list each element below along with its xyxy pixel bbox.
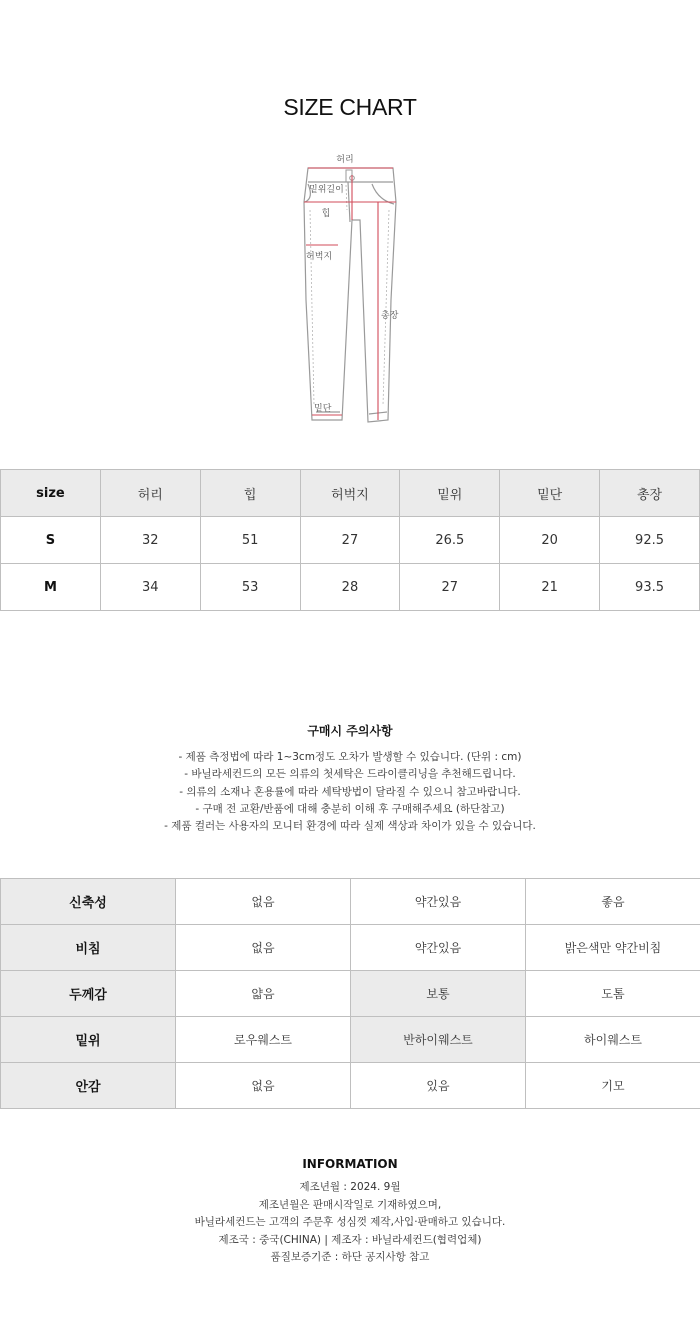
pants-illustration: [290, 150, 410, 430]
label-waist: 허리: [336, 155, 354, 165]
info-line: 품질보증기준 : 하단 공지사항 참고: [270, 1251, 430, 1263]
property-option: 도톰: [526, 971, 700, 1017]
value-cell: 34: [100, 564, 200, 611]
property-option: 반하이웨스트: [351, 1017, 526, 1063]
property-option: 기모: [526, 1063, 700, 1109]
info-line: 제조년월은 판매시작일로 기재하였으며,: [258, 1198, 442, 1211]
property-row: [1, 971, 700, 1017]
label-rise: 밑위길이: [309, 185, 344, 195]
property-row: [1, 879, 700, 925]
property-option: 로우웨스트: [176, 1017, 351, 1063]
header-cell: 허벅지: [300, 470, 400, 517]
product-information: [0, 1157, 700, 1267]
value-cell: 51: [200, 517, 300, 564]
notice-line: - 의류의 소재나 혼용률에 따라 세탁방법이 달라질 수 있으니 참고바랍니다.: [179, 785, 521, 798]
header-cell: 밑위: [400, 470, 500, 517]
info-line: 제조국 : 중국(CHINA) | 제조자 : 바닐라세컨드(협력업체): [218, 1233, 482, 1246]
notice-title: 구매시 주의사항: [307, 724, 393, 738]
property-label: 밑위: [1, 1017, 176, 1063]
size-cell: M: [1, 564, 101, 611]
value-cell: 27: [400, 564, 500, 611]
table-row: [1, 564, 700, 611]
property-label: 안감: [1, 1063, 176, 1109]
value-cell: 21: [500, 564, 600, 611]
property-option: 약간있음: [351, 925, 526, 971]
property-option: 얇음: [176, 971, 351, 1017]
property-label: 비침: [1, 925, 176, 971]
size-cell: S: [1, 517, 101, 564]
property-option: 없음: [176, 925, 351, 971]
value-cell: 93.5: [600, 564, 700, 611]
property-option: 약간있음: [351, 879, 526, 925]
page-title: SIZE CHART: [283, 94, 417, 120]
value-cell: 27: [300, 517, 400, 564]
notice-line: - 제품 측정법에 따라 1~3cm정도 오차가 발생할 수 있습니다. (단위 : cm): [178, 751, 522, 763]
purchase-notice: [0, 722, 700, 835]
measurement-lines: [304, 168, 396, 420]
label-hip: 힙: [321, 209, 331, 219]
notice-line: - 바닐라세컨드의 모든 의류의 첫세탁은 드라이클리닝을 추천해드립니다.: [184, 768, 516, 781]
property-label: 두께감: [1, 971, 176, 1017]
header-cell: size: [1, 470, 101, 517]
property-option: 밝은색만 약간비침: [526, 925, 700, 971]
header-cell: 허리: [100, 470, 200, 517]
property-label: 신축성: [1, 879, 176, 925]
property-row: [1, 1017, 700, 1063]
value-cell: 53: [200, 564, 300, 611]
label-length: 총장: [381, 311, 399, 321]
size-table-header: [1, 470, 700, 517]
property-option: 좋음: [526, 879, 700, 925]
value-cell: 20: [500, 517, 600, 564]
value-cell: 28: [300, 564, 400, 611]
size-table: [0, 469, 700, 611]
property-option: 있음: [351, 1063, 526, 1109]
info-line: 제조년월 : 2024. 9월: [299, 1181, 401, 1193]
value-cell: 32: [100, 517, 200, 564]
value-cell: 26.5: [400, 517, 500, 564]
fabric-properties-table: [0, 878, 700, 1109]
property-option: 없음: [176, 1063, 351, 1109]
pants-diagram: [290, 150, 410, 430]
table-row: [1, 517, 700, 564]
info-line: 바닐라세컨드는 고객의 주문후 성심껏 제작,사입·판매하고 있습니다.: [194, 1216, 506, 1228]
property-row: [1, 1063, 700, 1109]
property-option: 하이웨스트: [526, 1017, 700, 1063]
info-title: INFORMATION: [302, 1157, 398, 1171]
pants-outline: [304, 168, 396, 422]
label-thigh: 허벅지: [306, 252, 333, 262]
notice-line: - 제품 컬러는 사용자의 모니터 환경에 따라 실제 색상과 차이가 있을 수 있습니다.: [164, 820, 536, 833]
value-cell: 92.5: [600, 517, 700, 564]
label-hem: 밑단: [314, 404, 332, 414]
header-cell: 힙: [200, 470, 300, 517]
property-row: [1, 925, 700, 971]
header-cell: 밑단: [500, 470, 600, 517]
header-cell: 총장: [600, 470, 700, 517]
property-option: 보통: [351, 971, 526, 1017]
property-option: 없음: [176, 879, 351, 925]
notice-line: - 구매 전 교환/반품에 대해 충분히 이해 후 구매해주세요 (하단참고): [195, 802, 505, 815]
